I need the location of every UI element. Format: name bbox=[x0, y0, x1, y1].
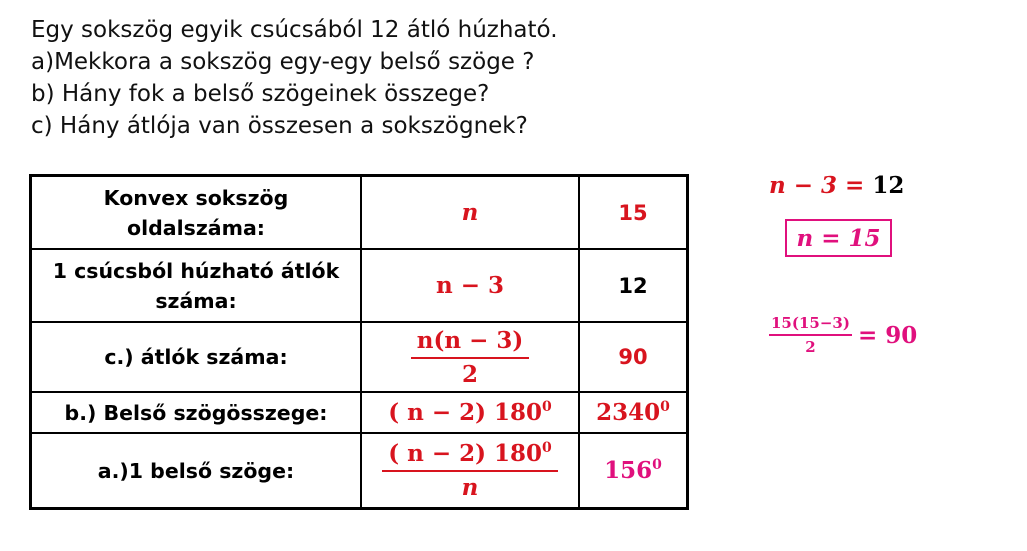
row-label bbox=[31, 392, 362, 433]
value-text: 12 bbox=[618, 273, 648, 298]
fraction-denominator: 2 bbox=[461, 360, 478, 388]
row-formula bbox=[361, 433, 579, 509]
row-value bbox=[579, 176, 688, 250]
table-row bbox=[31, 392, 688, 433]
formula-fraction bbox=[411, 327, 530, 388]
fraction-denominator: n bbox=[461, 474, 479, 501]
question-line-4: c) Hány átlója van összesen a sokszögnek? bbox=[31, 113, 528, 139]
row-label bbox=[31, 249, 362, 322]
equation-n-minus-3 bbox=[769, 172, 904, 199]
table-row bbox=[31, 176, 688, 250]
value-text: $156^0$ bbox=[604, 457, 662, 484]
question-text bbox=[31, 14, 558, 142]
fraction-numerator: ( n − 2) $180^0$ bbox=[388, 440, 552, 467]
value-text: 90 bbox=[618, 345, 648, 369]
question-line-3: b) Hány fok a belső szögeinek összege? bbox=[31, 81, 490, 107]
row-label bbox=[31, 433, 362, 509]
table-row bbox=[31, 322, 688, 392]
equation-lhs: n − 3 = bbox=[769, 172, 873, 199]
calculation-fraction bbox=[769, 314, 852, 356]
row-label-line: b.) Belső szögösszege: bbox=[64, 400, 328, 425]
row-label-line: c.) átlók száma: bbox=[104, 345, 288, 369]
solution-table bbox=[29, 174, 689, 510]
row-label bbox=[31, 322, 362, 392]
row-value bbox=[579, 433, 688, 509]
diagonal-calculation bbox=[769, 314, 917, 356]
row-value bbox=[579, 249, 688, 322]
value-text: 2340$^0$ bbox=[596, 399, 670, 426]
question-line-2: a)Mekkora a sokszög egy-egy belső szöge ? bbox=[31, 49, 535, 75]
fraction-numerator: 15(15−3) bbox=[771, 314, 850, 332]
value-text: 15 bbox=[618, 200, 648, 225]
row-label-line: a.)1 belső szöge: bbox=[97, 458, 295, 483]
row-label-line: száma: bbox=[155, 288, 237, 313]
table-row bbox=[31, 433, 688, 509]
formula-text: n − 3 bbox=[435, 272, 504, 299]
row-value bbox=[579, 392, 688, 433]
row-label-line: oldalszáma: bbox=[126, 215, 265, 240]
question-line-1: Egy sokszög egyik csúcsából 12 átló húzható. bbox=[31, 17, 558, 43]
row-label bbox=[31, 176, 362, 250]
formula-text: n bbox=[461, 199, 479, 226]
row-label-line: 1 csúcsból húzható átlók bbox=[52, 258, 340, 283]
table-row bbox=[31, 249, 688, 322]
calculation-result: = 90 bbox=[857, 321, 918, 349]
row-label-line: Konvex sokszög bbox=[103, 185, 289, 210]
formula-fraction bbox=[382, 440, 558, 501]
row-formula bbox=[361, 392, 579, 433]
boxed-result-text: n = 15 bbox=[796, 224, 881, 252]
row-formula bbox=[361, 249, 579, 322]
boxed-result bbox=[785, 219, 892, 257]
equation-rhs: 12 bbox=[872, 172, 905, 199]
row-value bbox=[579, 322, 688, 392]
row-formula bbox=[361, 322, 579, 392]
fraction-denominator: 2 bbox=[805, 338, 816, 356]
fraction-numerator: n(n − 3) bbox=[416, 326, 524, 354]
formula-text: ( n − 2) $180^0$ bbox=[388, 399, 552, 426]
row-formula bbox=[361, 176, 579, 250]
